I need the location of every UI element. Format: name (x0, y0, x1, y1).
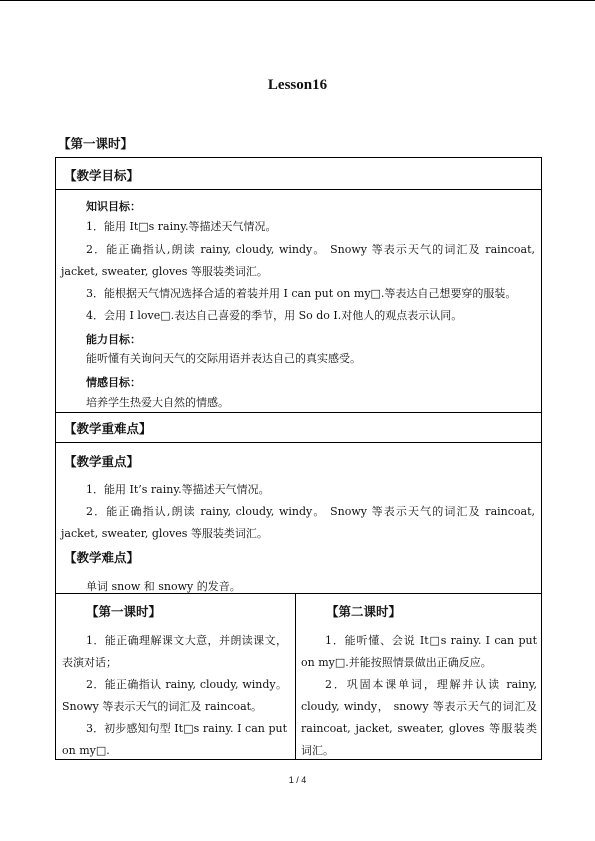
lesson1-objectives (62, 630, 287, 762)
column-divider (295, 593, 296, 759)
difficulty-point-1: 单词 snow 和 snowy 的发音。 (86, 580, 241, 593)
lesson-plan-table (55, 157, 542, 760)
page-top-rule (0, 0, 595, 1)
table-divider (56, 593, 541, 594)
ability-goals-label: 能力目标： (86, 333, 141, 346)
knowledge-goal-4: 4．会用 I love□.表达自己喜爱的季节，用 So do I.对他人的观点表示认同。 (86, 309, 463, 322)
ability-goal-text: 能听懂有关询问天气的交际用语并表达自己的真实感受。 (86, 352, 361, 365)
lesson2-header: 【第二课时】 (326, 604, 402, 619)
lesson1-objective-1: 1．能正确理解课文大意，并朗读课文，表演对话； (62, 634, 287, 669)
page-number: 1 / 4 (288, 775, 307, 785)
goals-header: 【教学目标】 (64, 168, 140, 183)
knowledge-goals-label: 知识目标： (86, 200, 141, 213)
lesson2-objectives (301, 630, 537, 762)
table-divider (56, 412, 541, 413)
emotion-goal-text: 培养学生热爱大自然的情感。 (86, 396, 229, 409)
focus-point-1: 1．能用 It’s rainy.等描述天气情况。 (86, 483, 270, 496)
lesson2-objective-1: 1．能听懂、会说 It□s rainy. I can put on my□.并能按照情景做出正确反应。 (301, 634, 537, 669)
knowledge-goal-2: 2．能正确指认,朗读 rainy, cloudy, windy。 Snowy 等表示天气的词汇及 raincoat, jacket, sweater, gloves 等服装类词汇。 (61, 243, 535, 278)
focus-header: 【教学重点】 (64, 454, 140, 469)
lesson2-objective-2: 2．巩固本课单词，理解并认读 rainy, cloudy, windy， snowy 等表示天气的词汇及 raincoat, jacket, sweater, gloves 等服装类词汇。 (301, 678, 537, 757)
table-divider (56, 189, 541, 190)
lesson1-header: 【第一课时】 (86, 604, 162, 619)
focus-point-2: 2．能正确指认,朗读 rainy, cloudy, windy。 Snowy 等表示天气的词汇及 raincoat, jacket, sweater, gloves 等服装类词汇。 (61, 505, 535, 540)
lesson1-objective-3: 3．初步感知句型 It□s rainy. I can put on my□. (62, 722, 287, 757)
table-divider (56, 442, 541, 443)
difficulty-header: 【教学难点】 (64, 550, 140, 565)
section-heading: 【第一课时】 (58, 136, 134, 151)
document-title: Lesson16 (267, 77, 328, 93)
lesson1-objective-2: 2．能正确指认 rainy, cloudy, windy。Snowy 等表示天气的词汇及 raincoat。 (62, 678, 287, 713)
emotion-goals-label: 情感目标： (86, 376, 141, 389)
knowledge-goal-1: 1．能用 It□s rainy.等描述天气情况。 (86, 220, 277, 233)
keypoints-header: 【教学重难点】 (64, 421, 152, 436)
knowledge-goal-3: 3．能根据天气情况选择合适的着装并用 I can put on my□.等表达自己想要穿的服装。 (86, 287, 517, 300)
